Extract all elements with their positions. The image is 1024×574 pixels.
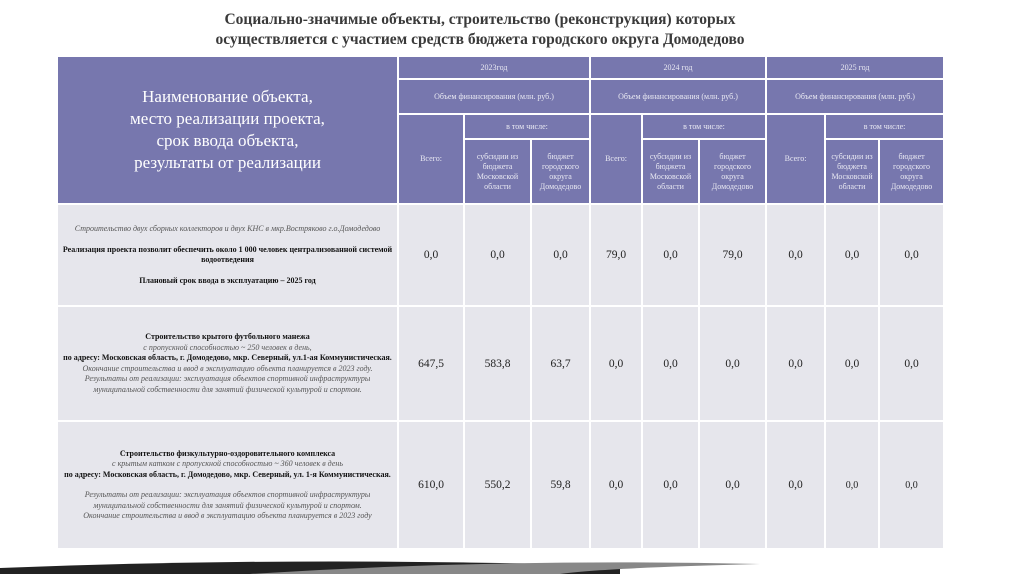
funding-value: 0,0 xyxy=(825,306,879,421)
local-budget-header: бюджет городского округа Домодедово xyxy=(699,139,766,204)
funding-value: 0,0 xyxy=(642,421,699,549)
description-line: с пропускной способностью ~ 250 человек в день, xyxy=(143,342,312,352)
year-header: 2025 год xyxy=(766,56,944,79)
funding-header: Объем финансирования (млн. руб.) xyxy=(398,79,590,114)
funding-value: 0,0 xyxy=(766,306,825,421)
funding-value: 0,0 xyxy=(642,204,699,306)
total-header: Всего: xyxy=(590,114,642,204)
year-header: 2024 год xyxy=(590,56,766,79)
funding-value: 0,0 xyxy=(766,204,825,306)
funding-value: 0,0 xyxy=(766,421,825,549)
object-description xyxy=(57,306,398,421)
local-budget-header: бюджет городского округа Домодедово xyxy=(531,139,590,204)
including-header: в том числе: xyxy=(825,114,944,139)
total-header: Всего: xyxy=(766,114,825,204)
name-column-header: Наименование объекта, место реализации проекта, срок ввода объекта, результаты от реализации xyxy=(57,56,398,204)
funding-value: 0,0 xyxy=(590,306,642,421)
funding-value: 0,0 xyxy=(879,421,944,549)
funding-value: 0,0 xyxy=(464,204,531,306)
funding-value: 550,2 xyxy=(464,421,531,549)
funding-value: 0,0 xyxy=(825,421,879,549)
funding-value: 0,0 xyxy=(531,204,590,306)
funding-value: 0,0 xyxy=(699,421,766,549)
title-line: осуществляется с участием средств бюджета городского округа Домодедово xyxy=(215,31,745,48)
title-line: Социально-значимые объекты, строительство (реконструкция) которых xyxy=(224,11,736,28)
description-line: Строительство крытого футбольного манежа xyxy=(145,332,310,341)
description-line: Окончание строительства и ввод в эксплуатацию объекта планируется в 2023 году. xyxy=(82,363,373,373)
description-line: Результаты от реализации: эксплуатация объектов спортивной инфраструктуры муниципальной собственности для занятий физической культурой и спортом. xyxy=(84,490,371,510)
funding-header: Объем финансирования (млн. руб.) xyxy=(766,79,944,114)
funding-value: 583,8 xyxy=(464,306,531,421)
funding-value: 0,0 xyxy=(699,306,766,421)
description-line: Строительство двух сборных коллекторов и двух КНС в мкр.Востряково г.о.Домодедово xyxy=(74,224,381,233)
object-description xyxy=(57,421,398,549)
funding-value: 610,0 xyxy=(398,421,464,549)
funding-value: 0,0 xyxy=(879,204,944,306)
description-line: по адресу: Московская область, г. Домодедово, мкр. Северный, ул. 1-я Коммунистическая. xyxy=(64,469,391,479)
funding-value: 647,5 xyxy=(398,306,464,421)
description-line: Окончание строительства и ввод в эксплуатацию объекта планируется в 2023 году xyxy=(83,511,372,520)
page-title xyxy=(150,10,810,50)
funding-value: 0,0 xyxy=(590,421,642,549)
funding-value: 0,0 xyxy=(642,306,699,421)
funding-table xyxy=(56,55,945,550)
funding-value: 0,0 xyxy=(825,204,879,306)
local-budget-header: бюджет городского округа Домодедово xyxy=(879,139,944,204)
subsidy-header: субсидии из бюджета Московской области xyxy=(642,139,699,204)
object-description xyxy=(57,204,398,306)
total-header: Всего: xyxy=(398,114,464,204)
funding-value: 63,7 xyxy=(531,306,590,421)
funding-header: Объем финансирования (млн. руб.) xyxy=(590,79,766,114)
including-header: в том числе: xyxy=(642,114,766,139)
description-line: Реализация проекта позволит обеспечить около 1 000 человек централизованной системой водоотведения xyxy=(62,244,393,264)
funding-value: 0,0 xyxy=(879,306,944,421)
decorative-swoosh xyxy=(0,544,1024,574)
description-line: по адресу: Московская область, г. Домодедово, мкр. Северный, ул.1-ая Коммунистическая. xyxy=(63,353,392,362)
funding-value: 79,0 xyxy=(699,204,766,306)
description-line: с крытым катком с пропускной способностью ~ 360 человек в день xyxy=(112,459,343,468)
table-row xyxy=(57,306,944,421)
funding-value: 79,0 xyxy=(590,204,642,306)
including-header: в том числе: xyxy=(464,114,590,139)
description-line: Плановый срок ввода в эксплуатацию – 2025 год xyxy=(139,275,316,285)
funding-value: 59,8 xyxy=(531,421,590,549)
description-line: Строительство физкультурно-оздоровительного комплекса xyxy=(119,448,336,458)
subsidy-header: субсидии из бюджета Московской области xyxy=(464,139,531,204)
description-line: Результаты от реализации: эксплуатация объектов спортивной инфраструктуры муниципальной собственности для занятий физической культурой и спортом. xyxy=(84,374,371,394)
subsidy-header: субсидии из бюджета Московской области xyxy=(825,139,879,204)
year-header: 2023год xyxy=(398,56,590,79)
table-row xyxy=(57,421,944,549)
funding-value: 0,0 xyxy=(398,204,464,306)
table-row xyxy=(57,204,944,306)
